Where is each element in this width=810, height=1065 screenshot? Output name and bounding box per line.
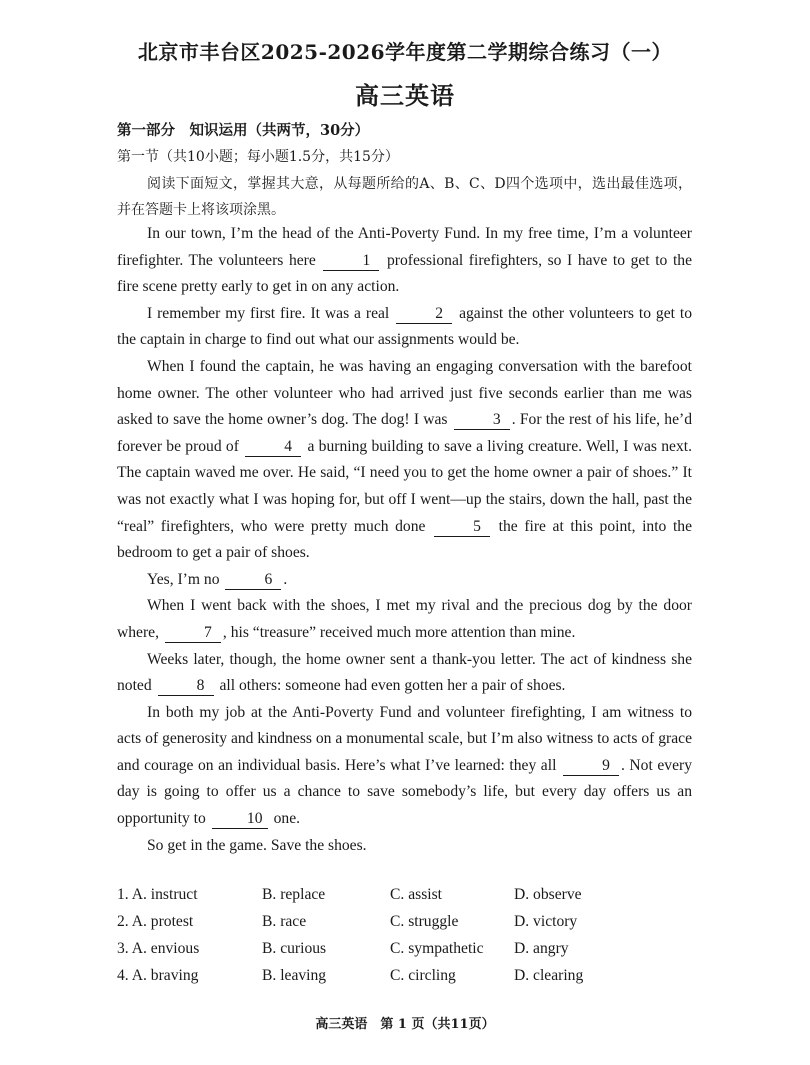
option-d: D. clearing bbox=[514, 967, 584, 984]
option-c: C. circling bbox=[390, 967, 456, 984]
paragraph-6 bbox=[117, 647, 692, 700]
passage-text: all others: someone had even gotten her a pair of shoes. bbox=[219, 677, 566, 695]
section-subheading: 第一节（共10小题；每小题1.5分，共15分） bbox=[117, 149, 399, 165]
passage-text: When I found the captain, he was having an engaging conversation with the barefoot home owner. The other volunteer who had arrived just five seconds earlier than me was asked to save the home owner’s dog. The dog! I was bbox=[117, 357, 692, 429]
option-a: 1. A. instruct bbox=[117, 886, 198, 903]
blank-2: 2 bbox=[396, 305, 452, 324]
option-d: D. angry bbox=[514, 940, 569, 957]
passage-text: against the other volunteers to get to the captain in charge to find out what our assignments would be. bbox=[117, 304, 692, 349]
instruction-text: 阅读下面短文，掌握其大意，从每题所给的A、B、C、D四个选项中，选出最佳选项，并在答题卡上将该项涂黑。 bbox=[117, 176, 692, 218]
option-d: D. observe bbox=[514, 886, 582, 903]
passage-text: . bbox=[283, 570, 288, 588]
option-b: B. curious bbox=[262, 940, 327, 957]
paragraph-4 bbox=[117, 567, 692, 594]
blank-4: 4 bbox=[245, 438, 301, 457]
passage-text: . For the rest of his life, he’d forever be proud of bbox=[117, 411, 692, 455]
option-a: 2. A. protest bbox=[117, 913, 194, 930]
passage-text: When I went back with the shoes, I met my rival and the precious dog by the door where, bbox=[117, 597, 692, 641]
passage-text: Yes, I’m no bbox=[147, 570, 220, 588]
option-c: C. sympathetic bbox=[390, 940, 484, 957]
option-b: B. race bbox=[262, 913, 307, 930]
passage-text: , his “treasure” received much more attention than mine. bbox=[222, 623, 576, 641]
paragraph-2 bbox=[117, 301, 692, 354]
option-row-3 bbox=[117, 940, 717, 967]
option-b: B. leaving bbox=[262, 967, 327, 984]
paragraph-7 bbox=[117, 700, 692, 833]
option-a: 3. A. envious bbox=[117, 940, 200, 957]
option-c: C. assist bbox=[390, 886, 442, 903]
subject-title: 高三英语 bbox=[355, 81, 455, 110]
blank-6: 6 bbox=[225, 571, 281, 590]
option-b: B. replace bbox=[262, 886, 326, 903]
passage-text: professional firefighters, so I have to get to the fire scene pretty early to get in on any action. bbox=[117, 251, 692, 296]
exam-title: 北京市丰台区2025-2026学年度第二学期综合练习（一） bbox=[137, 40, 673, 64]
blank-5: 5 bbox=[434, 518, 490, 537]
blank-3: 3 bbox=[454, 411, 510, 430]
blank-1: 1 bbox=[323, 252, 379, 271]
paragraph-5 bbox=[117, 593, 692, 646]
option-row-2 bbox=[117, 913, 717, 940]
passage-text: So get in the game. Save the shoes. bbox=[147, 836, 367, 854]
blank-7: 7 bbox=[165, 624, 221, 643]
paragraph-8 bbox=[117, 833, 692, 860]
passage-text: one. bbox=[273, 810, 301, 828]
blank-8: 8 bbox=[158, 677, 214, 696]
page-footer: 高三英语 第 1 页（共11页） bbox=[315, 1017, 495, 1032]
section-heading: 第一部分 知识运用（共两节，30分） bbox=[117, 122, 370, 139]
option-d: D. victory bbox=[514, 913, 578, 930]
passage-text: the fire at this point, into the bedroom to get a pair of shoes. bbox=[117, 517, 692, 562]
blank-10: 10 bbox=[212, 810, 268, 829]
passage-text: . Not every day is going to offer us a chance to save somebody’s life, but every day offers us an opportunity to bbox=[117, 756, 693, 828]
passage-text: In our town, I’m the head of the Anti-Poverty Fund. In my free time, I’m a volunteer firefighter. The volunteers here bbox=[117, 225, 692, 269]
passage-text: Weeks later, though, the home owner sent a thank-you letter. The act of kindness she noted bbox=[117, 650, 692, 695]
paragraph-1 bbox=[117, 221, 692, 301]
passage-text: I remember my first fire. It was a real bbox=[147, 304, 390, 322]
cloze-passage bbox=[117, 221, 692, 859]
paragraph-3 bbox=[117, 354, 692, 567]
option-c: C. struggle bbox=[390, 913, 459, 930]
passage-text: a burning building to save a living creature. Well, I was next. The captain waved me over. He said, “I need you to get the home owner a pair of shoes.” It was not exactly what I was hoping for, but off I went—up the stairs, down the hall, past the “real” firefighters, who were pretty much done bbox=[117, 437, 692, 535]
option-row-4 bbox=[117, 967, 717, 994]
passage-text: In both my job at the Anti-Poverty Fund and volunteer firefighting, I am witness to acts of generosity and kindness on a monumental scale, but I’m also witness to acts of grace and courage on an individual basis. Here’s what I’ve learned: they all bbox=[117, 703, 692, 774]
blank-9: 9 bbox=[563, 757, 619, 776]
option-a: 4. A. braving bbox=[117, 967, 199, 984]
answer-options bbox=[117, 886, 717, 994]
option-row-1 bbox=[117, 886, 717, 913]
